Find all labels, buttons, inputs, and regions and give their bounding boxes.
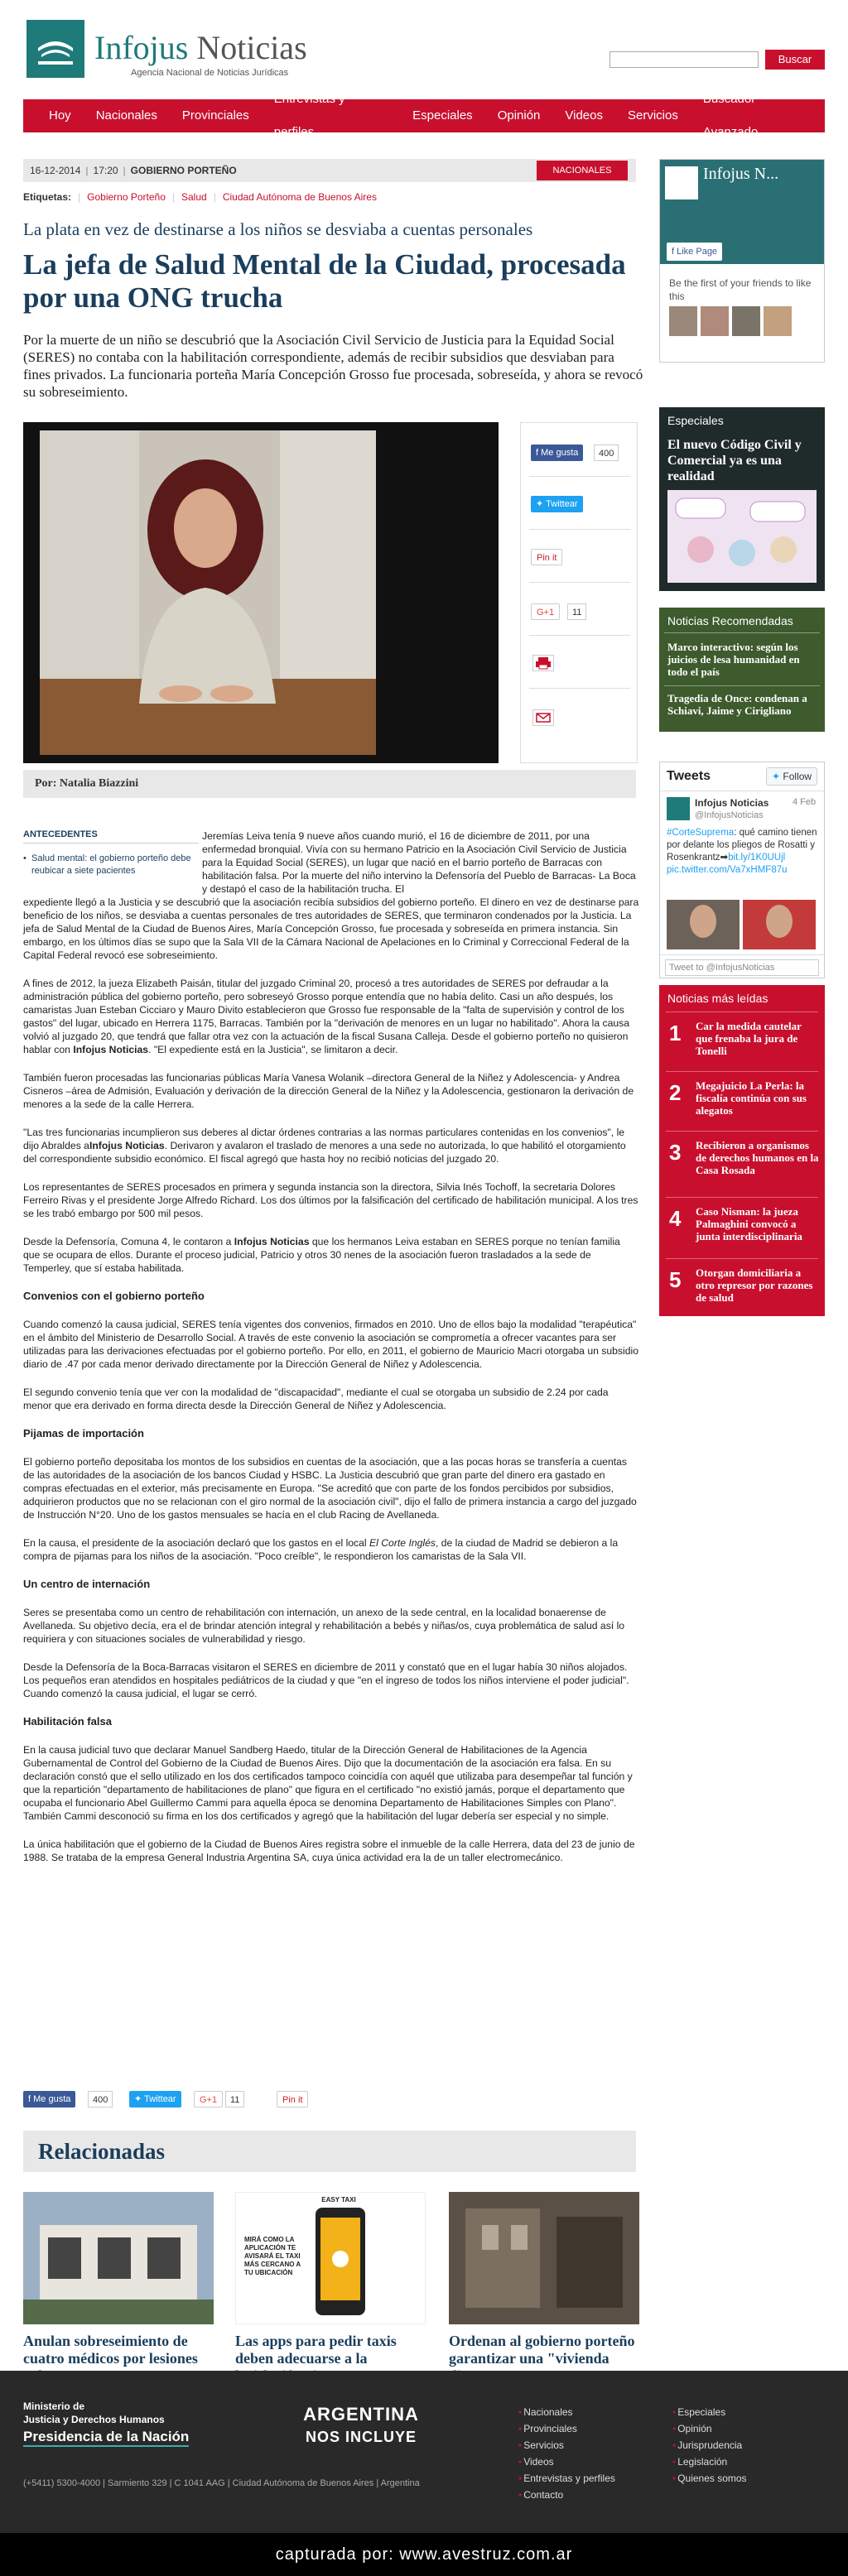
article-time: 17:20 [93, 165, 118, 176]
paragraph: Los representantes de SERES procesados en primera y segunda instancia son la directora, Silvia Inés Tochoff, la secretaria Dolores Ferreiro Rivas y el presidente Jorge Alfredo Richard. Los dos últimos por la falsificación del certificado de habilitación municipal. A los tres se les trabó embargo por 500 mil pesos. [23, 1181, 638, 1219]
slogan-line2: NOS INCLUYE [305, 2429, 417, 2445]
tweet-to-input[interactable]: Tweet to @InfojusNoticias [665, 959, 819, 976]
paragraph: Seres se presentaba como un centro de rehabilitación con internación, un anexo de la sede central, en la localidad bonaerense de Avellaneda. Su objetivo decía, era el de brindar atención integral y rehabilitación a bebés y niñas/os, cuya problemática de salud así lo requiriera y con situaciones sociales de vulnerabilidad y riesgo. [23, 1607, 625, 1645]
tag-link[interactable]: Salud [181, 191, 207, 203]
facebook-icon: f [536, 448, 539, 458]
antecedentes-title: ANTECEDENTES [23, 829, 199, 843]
tweet-button[interactable]: ✦ Twittear [129, 2091, 181, 2107]
site-title[interactable] [94, 30, 307, 66]
paragraph: Desde la Defensoría de la Boca-Barracas visitaron el SERES en diciembre de 2011 y constató que en el lugar había 30 niños alojados. Los pequeños eran atendidos en hospitales pediátricos de la ciudad y que "en el ingreso de todos los niños interviene el poder judicial". Cuando comenzó la causa judicial, el lugar se cerró. [23, 1661, 629, 1699]
especiales-headline[interactable]: El nuevo Código Civil y Comercial ya es una realidad [667, 438, 802, 483]
related-caption[interactable]: Ordenan al gobierno porteño garantizar una "vivienda [449, 2333, 635, 2367]
gplus-button[interactable]: G+1 [194, 2091, 223, 2107]
footer-link[interactable]: ● Jurisprudencia [672, 2437, 742, 2454]
page-logo-icon [665, 166, 698, 199]
paragraph: En la causa, el presidente de la asociación declaró que los gastos en el local El Corte Inglés, de la ciudad de Madrid se debieron a la compra de pijamas para los niños de la asociación. "Poco creíble", le respondieron los camaristas de la Sala VII. [23, 1537, 619, 1562]
especiales-widget[interactable] [659, 407, 825, 591]
fb-like-label: Me gusta [541, 448, 579, 458]
fb-count: 400 [594, 445, 619, 461]
pinterest-button[interactable]: Pin it [531, 549, 562, 565]
list-item[interactable]: 2 Megajuicio La Perla: la fiscalía continúa con sus alegatos [669, 1079, 807, 1117]
search-input[interactable] [610, 51, 759, 68]
footer-address: (+5411) 5300-4000 | Sarmiento 329 | C 1041 AAG | Ciudad Autónoma de Buenos Aires | Argentina [23, 2478, 420, 2488]
related-caption[interactable]: Las apps para pedir taxis deben adecuarse a la [235, 2333, 397, 2367]
tweet-avatar[interactable] [667, 797, 690, 820]
twitter-icon: ✦ [134, 2094, 142, 2104]
footer-link[interactable]: ● Especiales [672, 2404, 725, 2421]
recomendada-link[interactable]: Tragedia de Once: condenan a Schiavi, Jaime y Cirigliano [667, 692, 807, 717]
main-nav [23, 92, 825, 139]
especiales-title: Especiales [667, 414, 724, 427]
article-photo [40, 430, 376, 755]
nav-buscador[interactable]: Buscador Avanzado [702, 92, 759, 139]
tweet-author[interactable]: Infojus Noticias [695, 797, 769, 809]
recomendadas-title: Noticias Recomendadas [667, 614, 793, 627]
nav-provinciales[interactable]: Provinciales [181, 108, 249, 123]
paragraph: expediente llegó a la Justicia y se descubrió que la asociación recibía subsidios del gobierno porteño. El dinero en vez de destinarse para beneficio de los niños, se desviaba a cuentas personales de tres autoridades de SERES, que terminaron condenados por la Justicia. La jefa de Salud Mental de la Ciudad de Buenos Aires, María Concepción Grosso, fue procesada y sobreseída en primera instancia. Sin embargo, en los últimos días se supo que la Sala VII de la Cámara Nacional de Apelaciones en lo Criminal y Correccional Federal de la Capital Federal revocó ese sobreseimiento. [23, 896, 639, 961]
related-image[interactable] [235, 2192, 426, 2324]
footer-link[interactable]: ● Legislación [672, 2453, 727, 2471]
footer-link[interactable]: ● Contacto [518, 2487, 563, 2504]
paragraph: La única habilitación que el gobierno de la Ciudad de Buenos Aires registra sobre el inmueble de la calle Herrera, data del 23 de junio de 1988. Se trataba de la empresa General Industria Argentina SA, cuya única actividad era la de un taller electromecánico. [23, 1838, 635, 1863]
paragraph: También fueron procesadas las funcionarias públicas María Vanesa Wolanik –directora General de la Niñez y Adolescencia- y Andrea Cisneros –área de Admisión, Evaluación y derivación de la dirección General de la Niñez y la Adolescencia, gestionaron la derivación de menores a la sede de la calle Herrera. [23, 1072, 634, 1110]
fb-faces [669, 306, 793, 336]
gplus-button[interactable]: G+1 [531, 603, 560, 620]
related-caption[interactable]: Anulan sobreseimiento de cuatro médicos por lesiones [23, 2333, 198, 2367]
facebook-icon: f [672, 247, 675, 257]
ministry-line1: Ministerio de [23, 2401, 85, 2412]
article-kicker: La plata en vez de destinarse a los niños se desviaba a cuentas personales [23, 219, 533, 239]
capture-credit: capturada por: www.avestruz.com.ar [0, 2533, 848, 2576]
gplus-count: 11 [567, 603, 586, 620]
tweet-handle: @InfojusNoticias [695, 810, 764, 820]
ministry-line3: Presidencia de la Nación [23, 2429, 189, 2447]
twitter-icon: ✦ [536, 499, 544, 509]
bottom-share [23, 2089, 636, 2111]
article-headline: La jefa de Salud Mental de la Ciudad, procesada por una ONG trucha [23, 248, 626, 314]
logo-main: Infojus [94, 29, 189, 66]
tags-label: Etiquetas: [23, 191, 72, 203]
print-icon[interactable] [532, 655, 554, 671]
mas-leidas-widget [659, 985, 825, 1316]
paragraph: "Las tres funcionarias incumplieron sus deberes al dictar órdenes contrarias a las normas particulares contenidas en los convenios", le dijo Abraldes aInfojus Noticias. Derivaron y avalaron el traslado de menores a una sede no autorizada, lo que habilitó el otorgamiento del correspondiente subsidio económico. El fiscal agregó que hasta hoy no recibió noticias del juzgado 20. [23, 1127, 626, 1165]
fb-like-button[interactable]: f Me gusta [23, 2091, 75, 2107]
nav-hoy[interactable]: Hoy [49, 108, 71, 123]
logo-icon[interactable] [26, 20, 84, 78]
tweet-text: #CorteSuprema: qué camino tienen por delante los pliegos de Rosatti y Rosenkrantz➡bit.ly/1K0UUjl pic.twitter.com/Va7xHMF87u [667, 828, 817, 875]
footer-link[interactable]: ● Videos [518, 2453, 554, 2471]
paragraph: En la causa judicial tuvo que declarar Manuel Sandberg Haedo, titular de la Dirección General de Habilitaciones de la Agencia Gubernamental de Control del Gobierno de la Ciudad de Buenos Aires. Dijo que la documentación de la asociación era falsa. En su declaración constó que el sello utilizado en los dos certificados tampoco coincidía con aquél que utilizaba para desempeñar tal función y que la repartición "departamento de habilitaciones de plano" que figura en el certificado "no existió jamás, porque el departamento que ocupaba el funcionario Abel Guillermo Cammi para aquella época se denomina Departamento de Habilitaciones Simples con Plano". También Cammi desconoció su firma en los dos certificados y agregó que la habilitación del lugar debería ser especial y no simple. [23, 1744, 633, 1822]
facebook-icon: f [28, 2094, 31, 2104]
paragraph: El segundo convenio tenía que ver con la modalidad de "discapacidad", mediante el cual se otorgaba un subsidio de 2.24 por cada menor que era derivado en forma directa desde la Dirección General de Niñez y Adolescencia. [23, 1387, 609, 1411]
nav-opinion[interactable]: Opinión [497, 108, 541, 123]
list-item[interactable]: 5 Otorgan domiciliaria a otro represor por razones de salud [669, 1266, 813, 1304]
fb-count: 400 [88, 2091, 113, 2107]
paragraph: Cuando comenzó la causa judicial, SERES tenía vigentes dos convenios, firmados en 2010. Uno de ellos bajo la modalidad "terapéutica" en el ámbito del Ministerio de Desarrollo Social. A través de este convenio la asociación se comprometía a ofrecer vacantes para ser utilizadas para las derivaciones efectuadas por el gobierno porteño. Por ello, en 2011, el gobierno de Mauricio Macri otorgaba un subsidio diario de .47 por cada menor derivado directamente por la Dirección General de Niñez y Adolescencia. [23, 1319, 638, 1370]
section-heading: Pijamas de importación [23, 1427, 144, 1439]
footer-link[interactable]: ● Servicios [518, 2437, 564, 2454]
fb-friends-text: Be the first of your friends to like this [669, 277, 812, 302]
share-column [520, 422, 638, 763]
footer-link[interactable]: ● Quienes somos [672, 2470, 747, 2487]
related-image[interactable] [23, 2192, 214, 2324]
tweets-title: Tweets [667, 769, 711, 783]
email-icon[interactable] [532, 709, 554, 726]
related-image-text: MIRÁ COMO LA APLICACIÓN TE AVISARÁ EL TAXI MÁS CERCANO A TU UBICACIÓN [244, 2236, 301, 2276]
tweet-button[interactable] [531, 496, 583, 512]
list-item[interactable]: 1 Car la medida cautelar que frenaba la jura de Tonelli [669, 1020, 802, 1057]
article-body [23, 829, 639, 1879]
twitter-widget [659, 762, 825, 978]
nav-especiales[interactable]: Especiales [412, 108, 473, 123]
footer-link[interactable]: ● Opinión [672, 2420, 712, 2438]
search-button[interactable]: Buscar [765, 50, 825, 70]
tweet-label: Twittear [546, 499, 578, 509]
nav-videos[interactable]: Videos [565, 108, 603, 123]
gplus-count: 11 [225, 2091, 244, 2107]
section-heading: Un centro de internación [23, 1578, 151, 1590]
twitter-icon: ✦ [772, 771, 781, 782]
slogan-line1: ARGENTINA [303, 2404, 419, 2425]
nav-nacionales[interactable]: Nacionales [95, 108, 157, 123]
pinterest-button[interactable]: Pin it [277, 2091, 308, 2107]
paragraph: A fines de 2012, la jueza Elizabeth Paisán, titular del juzgado Criminal 20, procesó a tres autoridades de SERES por defraudar a la administración pública del gobierno porteño, pero sobreseyó Grosso porque entendía que no había delito. Casi un año después, los camaristas Juan Esteban Cicciaro y Mauro Divito establecieron que Grosso fue responsable de la "falta de supervisión y control de los gastos" del lugar, ubicado en Herrera 1175, Barracas. También por la "derivación de menores en un lugar no habilitado". Ahora la causa volvió al juzgado 20, que tendrá que fallar otra vez con la actuación de la fiscal Susana Calleja. Desde el gobierno porteño no quisieron hablar con Infojus Noticias. "El expediente está en la Justicia", se limitaron a decir. [23, 978, 630, 1055]
article-lead: Por la muerte de un niño se descubrió que la Asociación Civil Servicio de Justicia para la Equidad Social (SERES) no contaba con la habilitación correspondiente, además de recibir subsidios que desviaban para fines privados. La funcionaria porteña María Concepción Grosso fue procesada, sobreseída, y ahora se revocó su sobreseimiento. [23, 332, 643, 400]
footer-link[interactable]: ● Nacionales [518, 2404, 573, 2421]
footer-link[interactable]: ● Entrevistas y perfiles [518, 2470, 615, 2487]
byline: Por: Natalia Biazzini [23, 770, 636, 798]
nav-servicios[interactable]: Servicios [627, 108, 678, 123]
related-image-brand: EASY TAXI [321, 2196, 356, 2204]
list-item[interactable]: 4 Caso Nisman: la jueza Palmaghini convocó a junta interdisciplinaria [669, 1205, 802, 1242]
section-tag[interactable]: NACIONALES [537, 161, 628, 180]
especiales-image[interactable] [667, 490, 817, 583]
related-title: Relacionadas [23, 2131, 636, 2172]
mas-leidas-title: Noticias más leídas [667, 992, 768, 1005]
recomendadas-widget [659, 608, 825, 732]
footer [0, 2371, 848, 2533]
list-item[interactable]: 3 Recibieron a organismos de derechos humanos en la Casa Rosada [669, 1139, 819, 1176]
recomendada-link[interactable]: Marco interactivo: según los juicios de lesa humanidad en todo el país [667, 641, 800, 678]
tags: Etiquetas: | Gobierno Porteño | Salud | Ciudad Autónoma de Buenos Aires [23, 191, 377, 203]
paragraph: El gobierno porteño depositaba los montos de los subsidios en cuentas de la asociación, que a las pocas horas se transfería a cuentas de las autoridades de la asociación de los bancos Ciudad y HSBC. La Justicia descubrió que gran parte del dinero era gastado en compras efectuadas en el exterior, más precisamente en Europa. "Se acreditó que con parte de los fondos percibidos por subsidios, adquirieron productos que no se relacionan con el giro normal de la asociación civil", dijo el fallo de primera instancia a cargo del juzgado de Instrucción N°20. Uno de los gastos mensuales se hacía en el club Racing de Avellaneda. [23, 1456, 637, 1521]
follow-button[interactable]: ✦ Follow [766, 767, 817, 786]
tag-link[interactable]: Ciudad Autónoma de Buenos Aires [222, 191, 377, 203]
section-heading: Habilitación falsa [23, 1715, 112, 1728]
logo-accent: Noticias [196, 29, 307, 66]
paragraph: Desde la Defensoría, Comuna 4, le contaron a Infojus Noticias que los hermanos Leiva estaban en SERES porque no tenían familia que se ocupara de ellos. Durante el proceso judicial, Patricio y otros 30 nenes de la asociación fueron trasladados a la sede de Temperley, que sí estaba habilitada. [23, 1236, 620, 1274]
facebook-widget-header [660, 160, 824, 264]
tag-link[interactable]: Gobierno Porteño [87, 191, 166, 203]
article-section[interactable]: GOBIERNO PORTEÑO [130, 165, 237, 176]
antecedentes-link[interactable]: • Salud mental: el gobierno porteño debe reubicar a siete pacientes [23, 853, 197, 877]
nav-entrevistas[interactable]: Entrevistas y perfiles [273, 92, 345, 139]
tweet-image[interactable] [667, 900, 816, 949]
tweet-date: 4 Feb [793, 797, 817, 807]
footer-link[interactable]: ● Provinciales [518, 2420, 577, 2438]
fb-like-button[interactable] [531, 445, 583, 461]
related-image[interactable] [449, 2192, 639, 2324]
paragraph: Jeremías Leiva tenía 9 nueve años cuando murió, el 16 de diciembre de 2011, por una enfermedad bronquial. Vivía con su hermano Patricio en la Asociación Civil Servicio de Justicia para la Equidad Social (SERES), un lugar que nació en el barrio porteño de Barracas con habilitación falsa. Por la muerte del niño intervino la Defensoría del Pueblo de Barracas- La Boca y destapó el caso de la habilitación trucha. El [202, 830, 636, 895]
ministry-line2: Justicia y Derechos Humanos [23, 2414, 165, 2425]
fb-like-page-button[interactable]: f Like Page [667, 243, 722, 261]
article-date: 16-12-2014 [30, 165, 81, 176]
article-meta: 16-12-2014 | 17:20 | GOBIERNO PORTEÑO [23, 159, 636, 182]
section-heading: Convenios con el gobierno porteño [23, 1290, 205, 1302]
site-subtitle: Agencia Nacional de Noticias Jurídicas [131, 68, 289, 78]
fb-page-name[interactable]: Infojus N... [703, 165, 779, 183]
